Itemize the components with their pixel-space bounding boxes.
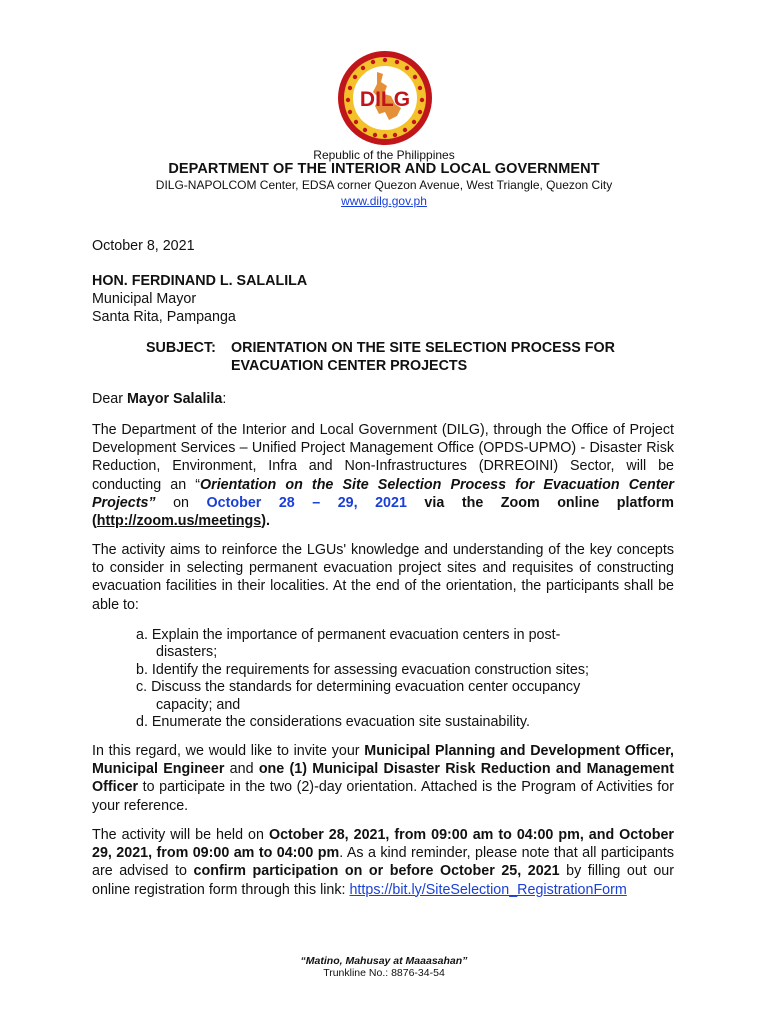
department-name: DEPARTMENT OF THE INTERIOR AND LOCAL GOVERNMENT xyxy=(168,161,600,177)
paragraph-objectives-intro: The activity aims to reinforce the LGUs' knowledge and understanding of the key concepts to consider in selecting permanent evacuation project sites and requisites of constructing evacuation facilities in their localities. At the end of the orientation, the participants shall be able to: xyxy=(92,542,674,613)
seal-text: DILG xyxy=(359,88,411,111)
objectives-list xyxy=(136,627,676,731)
footer-motto: “Matino, Mahusay at Maaasahan” xyxy=(300,955,468,967)
list-item: a. Explain the importance of permanent evacuation centers in post- disasters; xyxy=(136,627,561,661)
salutation: Dear Mayor Salalila: xyxy=(92,391,227,407)
subject-label: SUBJECT: xyxy=(146,340,216,356)
paragraph-invitation: The Department of the Interior and Local Government (DILG), through the Office of Project Development Services – Unified Project Management Office (OPDS-UPMO) - Disaster Risk Reduction, Environment, Infra and Non-Infrastructures (DRREOINI) Sector, will be conducting an “Orientation on the Site Selection Process for Evacuation Center Projects” on October 28 – 29, 2021 via the Zoom online platform (http://zoom.us/meetings). xyxy=(92,422,674,530)
list-item: d. Enumerate the considerations evacuation site sustainability. xyxy=(136,714,530,731)
addressee-name: HON. FERDINAND L. SALALILA xyxy=(92,273,308,289)
list-item: b. Identify the requirements for assessing evacuation construction sites; xyxy=(136,661,589,678)
list-item: c. Discuss the standards for determining evacuation center occupancy capacity; and xyxy=(136,679,581,713)
addressee-block xyxy=(92,272,674,327)
orientation-title: Orientation on the Site Selection Process for Evacuation Center Projects” xyxy=(92,476,674,511)
addressee-title: Municipal Mayor xyxy=(92,291,197,308)
department-address: DILG-NAPOLCOM Center, EDSA corner Quezon Avenue, West Triangle, Quezon City xyxy=(155,178,613,192)
paragraph-invitees: In this regard, we would like to invite your Municipal Planning and Development Officer, Municipal Engineer and one (1) Municipal Disaster Risk Reduction and Management Officer to participate in the two (2)-day orientation. Attached is the Program of Activities for your reference. xyxy=(92,743,674,814)
subject-line-1: ORIENTATION ON THE SITE SELECTION PROCESS FOR xyxy=(231,340,615,356)
orientation-dates: October 28 – 29, 2021 xyxy=(206,494,407,511)
website-link[interactable]: www.dilg.gov.ph xyxy=(341,194,427,208)
footer-trunkline: Trunkline No.: 8876-34-54 xyxy=(323,967,445,979)
salutation-name: Mayor Salalila xyxy=(126,391,223,407)
subject-line xyxy=(146,339,615,375)
registration-form-link[interactable]: https://bit.ly/SiteSelection_RegistrationForm xyxy=(349,881,627,898)
republic-label: Republic of the Philippines xyxy=(313,148,455,162)
addressee-location: Santa Rita, Pampanga xyxy=(92,309,236,326)
dilg-seal-logo xyxy=(337,50,433,146)
zoom-link[interactable]: http://zoom.us/meetings xyxy=(96,513,262,530)
letter-date: October 8, 2021 xyxy=(92,238,195,254)
subject-line-2: EVACUATION CENTER PROJECTS xyxy=(231,358,468,374)
paragraph-schedule: The activity will be held on October 28, 2021, from 09:00 am to 04:00 pm, and October 29, 2021, from 09:00 am to 04:00 pm. As a kind reminder, please note that all participants are advised to confirm participation on or before October 25, 2021 by filling out our online registration form through this link: https://bit.ly/SiteSelection_RegistrationForm xyxy=(92,827,675,898)
